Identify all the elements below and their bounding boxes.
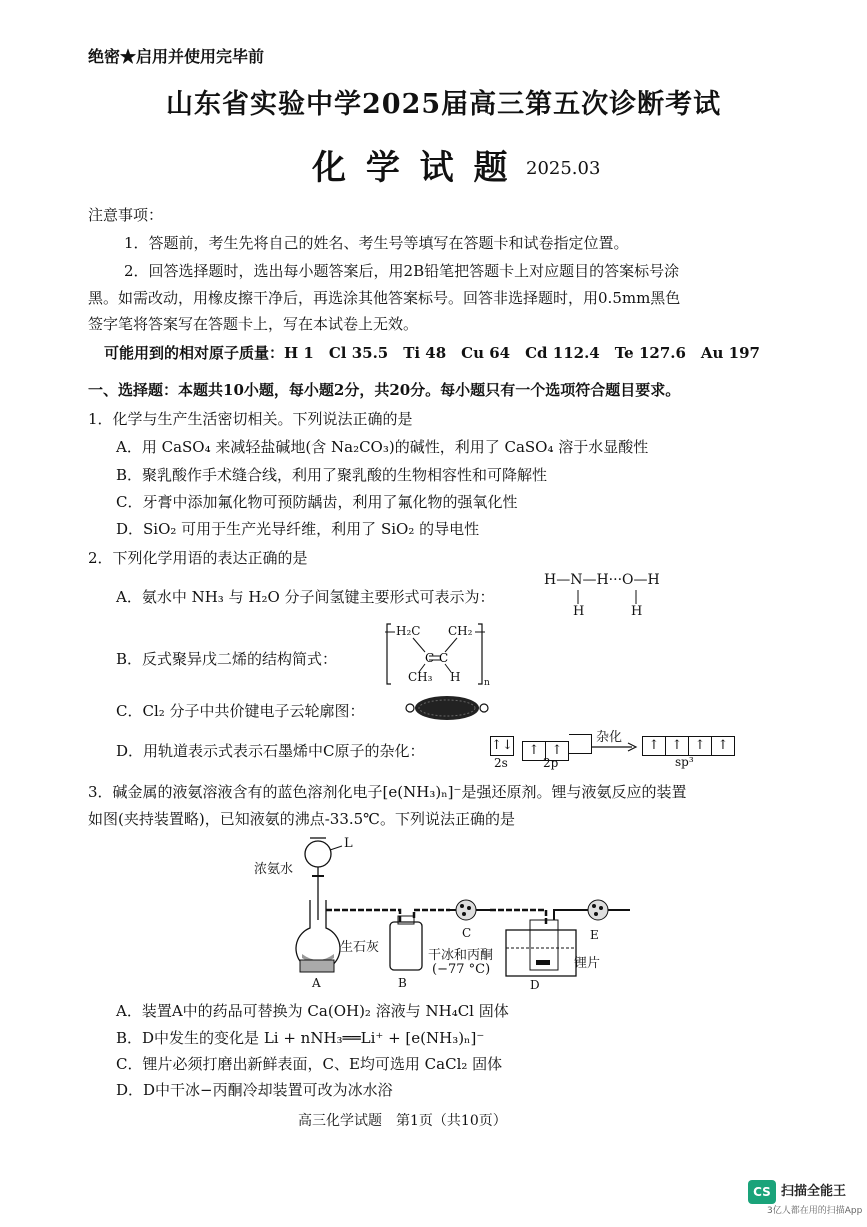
label-2s: 2s — [494, 756, 508, 770]
poly-h: H — [450, 670, 461, 684]
label-lime: 生石灰 — [340, 940, 380, 955]
orbital-sp3 — [642, 734, 735, 756]
svg-text:C: C — [439, 651, 449, 665]
orbital-box: ↑↓ — [490, 736, 514, 756]
label-D: D — [530, 978, 540, 992]
hydrogen-bond-h1: H — [573, 604, 585, 619]
notice-item-1: 1．答题前，考生先将自己的姓名、考生号等填写在答题卡和试卷指定位置。 — [124, 234, 629, 252]
label-dry-ice: 干冰和丙酮 — [428, 948, 494, 963]
q3-option-d: D．D中干冰−丙酮冷却装置可改为冰水浴 — [116, 1081, 393, 1099]
orbital-box: ↑ — [642, 736, 666, 756]
q3-stem-2: 如图(夹持装置略)，已知液氨的沸点-33.5℃。下列说法正确的是 — [88, 810, 515, 828]
label-ammonia: 浓氨水 — [254, 862, 294, 877]
orbital-box: ↑ — [712, 736, 735, 756]
q2-option-a: A．氨水中 NH₃ 与 H₂O 分子间氢键主要形式可表示为： — [116, 588, 495, 606]
atomic-masses: 可能用到的相对原子质量：H 1 Cl 35.5 Ti 48 Cu 64 Cd 112.4 Te 127.6 Au 197 — [104, 344, 760, 362]
arrow-right-icon — [592, 742, 638, 752]
q1-stem: 1．化学与生产生活密切相关。下列说法正确的是 — [88, 410, 413, 428]
orbital-box: ↑ — [666, 736, 689, 756]
subject-title: 化 学 试 题 — [312, 148, 512, 188]
orbital-box: ↑ — [546, 741, 569, 761]
page-footer: 高三化学试题 第1页（共10页） — [298, 1113, 507, 1129]
orbital-2s — [490, 734, 514, 756]
scanner-logo: CS — [748, 1180, 776, 1204]
svg-text:C: C — [425, 651, 435, 665]
hydrogen-bond-bonds — [540, 590, 680, 620]
label-C: C — [462, 926, 472, 940]
hydrogen-bond-h2: H — [631, 604, 643, 619]
hybridization-label: 杂化 — [596, 730, 623, 745]
q3-stem-1: 3．碱金属的液氨溶液含有的蓝色溶剂化电子[e(NH₃)ₙ]⁻是强还原剂。锂与液氨反应的装置 — [88, 783, 687, 801]
q3-option-a: A．装置A中的药品可替换为 Ca(OH)₂ 溶液与 NH₄Cl 固体 — [116, 1002, 509, 1020]
notice-title: 注意事项： — [88, 206, 164, 224]
poly-ch2: CH₂ — [448, 624, 473, 638]
scanner-name: 扫描全能王 — [781, 1184, 847, 1199]
label-temp: (−77 °C) — [432, 962, 491, 977]
q3-option-c: C．锂片必须打磨出新鲜表面，C、E均可选用 CaCl₂ 固体 — [116, 1055, 503, 1073]
cl2-electron-cloud-icon — [402, 692, 492, 724]
q1-option-a: A．用 CaSO₄ 来减轻盐碱地(含 Na₂CO₃)的碱性，利用了 CaSO₄ 溶于水显酸性 — [116, 438, 649, 456]
exam-title: 山东省实验中学2025届高三第五次诊断考试 — [166, 89, 722, 120]
poly-h2c: H₂C — [396, 624, 421, 638]
secret-mark: 绝密★启用并使用完毕前 — [88, 47, 265, 66]
orbital-box — [569, 734, 592, 754]
label-2p: 2p — [543, 756, 559, 770]
exam-date: 2025.03 — [526, 158, 601, 179]
q2-option-b: B．反式聚异戊二烯的结构简式： — [116, 650, 338, 668]
label-lithium: 锂片 — [574, 956, 601, 971]
section-heading: 一、选择题：本题共10小题，每小题2分，共20分。每小题只有一个选项符合题目要求。 — [88, 381, 681, 399]
q2-option-c: C．Cl₂ 分子中共价键电子云轮廓图： — [116, 702, 365, 720]
q2-option-d: D．用轨道表示式表示石墨烯中C原子的杂化： — [116, 742, 425, 760]
notice-item-2b: 黑。如需改动，用橡皮擦干净后，再选涂其他答案标号。回答非选择题时，用0.5mm黑色 — [88, 289, 681, 307]
label-E: E — [590, 928, 599, 942]
notice-item-2a: 2．回答选择题时，选出每小题答案后，用2B铅笔把答题卡上对应题目的答案标号涂 — [124, 262, 680, 280]
q1-option-d: D．SiO₂ 可用于生产光导纤维，利用了 SiO₂ 的导电性 — [116, 520, 480, 538]
label-sp3: sp³ — [675, 755, 694, 769]
poly-ch3: CH₃ — [408, 670, 433, 684]
orbital-box: ↑ — [689, 736, 712, 756]
q1-option-b: B．聚乳酸作手术缝合线，利用了聚乳酸的生物相容性和可降解性 — [116, 466, 548, 484]
scanner-tagline: 3亿人都在用的扫描App — [767, 1206, 863, 1216]
q2-stem: 2．下列化学用语的表达正确的是 — [88, 549, 308, 567]
orbital-box: ↑ — [522, 741, 546, 761]
notice-item-2c: 签字笔将答案写在答题卡上，写在本试卷上无效。 — [88, 315, 419, 333]
q3-option-b: B．D中发生的变化是 Li + nNH₃══Li⁺ + [e(NH₃)ₙ]⁻ — [116, 1029, 485, 1047]
q1-option-c: C．牙膏中添加氟化物可预防龋齿，利用了氟化物的强氧化性 — [116, 493, 518, 511]
hydrogen-bond-formula: H—N—H···O—H — [544, 572, 660, 588]
label-A: A — [312, 976, 321, 990]
label-B: B — [398, 976, 407, 990]
poly-n: n — [484, 678, 490, 688]
label-L: L — [344, 836, 353, 851]
